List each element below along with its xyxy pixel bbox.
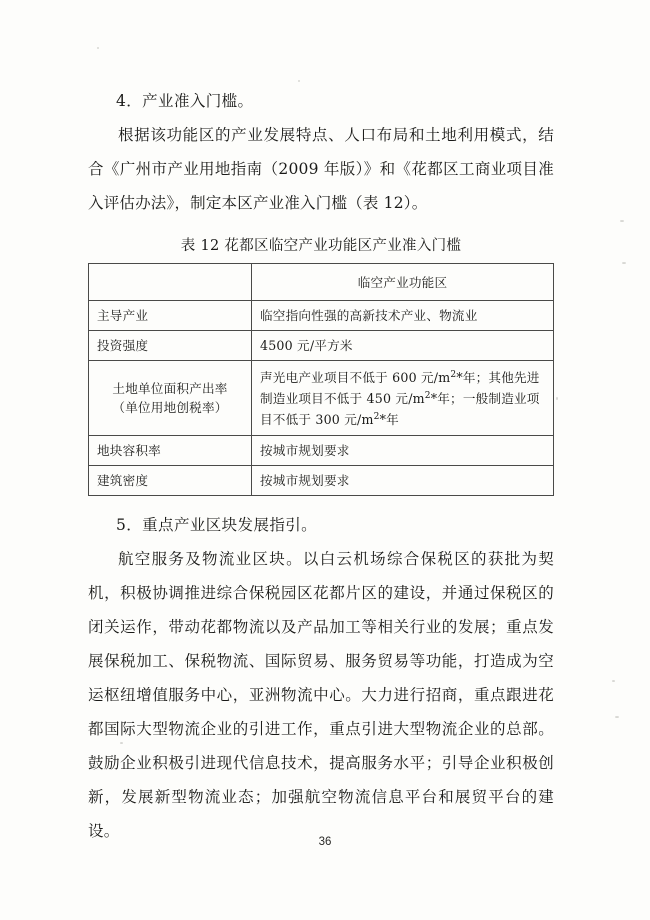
- row-value: 按城市规划要求: [252, 435, 554, 465]
- industry-threshold-table: [88, 263, 554, 496]
- section-5-heading: 5．重点产业区块发展指引。: [116, 515, 318, 534]
- table-row: [89, 301, 554, 331]
- scan-speck: [620, 220, 624, 222]
- scan-speck: [97, 47, 99, 49]
- page-content: [88, 86, 554, 848]
- scan-speck: [615, 716, 619, 718]
- row-label-line-1: 土地单位面积产出率: [112, 380, 228, 396]
- value-segment: *年；一般制造业项目不低于 300 元/m: [260, 391, 540, 428]
- table-row: [89, 361, 554, 436]
- scan-speck: [612, 680, 615, 682]
- scan-speck: [556, 397, 558, 400]
- table-caption: 表 12 花都区临空产业功能区产业准入门槛: [180, 238, 462, 254]
- row-value: 临空指向性强的高新技术产业、物流业: [252, 301, 554, 331]
- scan-speck: [622, 262, 626, 264]
- row-label-line-2: （单位用地创税率）: [112, 399, 228, 415]
- row-value: [252, 361, 554, 436]
- table-row: [89, 435, 554, 465]
- table-header-label-cell: [89, 264, 252, 301]
- row-value: 4500 元/平方米: [252, 331, 554, 361]
- row-label: 主导产业: [89, 301, 252, 331]
- section-4-heading: 4．产业准入门槛。: [116, 92, 254, 110]
- row-label: 地块容积率: [89, 435, 252, 465]
- table-header-row: [89, 264, 554, 301]
- table-row: [89, 331, 554, 361]
- row-value: 按城市规划要求: [252, 465, 554, 495]
- value-segment: *年；其他先进制造业项目不低于 450 元/m: [260, 370, 540, 407]
- table-row: [89, 465, 554, 495]
- superscript-unit: 2: [373, 412, 380, 423]
- superscript-unit: 2: [424, 391, 431, 402]
- row-label: [89, 361, 252, 436]
- value-segment: 声光电产业项目不低于 600 元/m: [260, 370, 451, 386]
- value-segment: *年: [379, 412, 399, 428]
- superscript-unit: 2: [450, 370, 457, 380]
- section-4-paragraph: 根据该功能区的产业发展特点、人口布局和土地利用模式，结合《广州市产业用地指南（2009 年版）》和《花都区工商业项目准入评估办法》，制定本区产业准入门槛（表 12）。: [88, 126, 554, 212]
- page-number: 36: [318, 836, 332, 848]
- row-label: 建筑密度: [89, 465, 252, 495]
- row-label: 投资强度: [89, 331, 252, 361]
- table-header-value-cell: 临空产业功能区: [252, 264, 554, 301]
- scan-speck: [298, 80, 300, 82]
- section-5-paragraph: 航空服务及物流业区块。以白云机场综合保税区的获批为契机，积极协调推进综合保税园区花都片区的建设，并通过保税区的闭关运作，带动花都物流以及产品加工等相关行业的发展；重点发展保税加工、保税物流、国际贸易、服务贸易等功能，打造成为空运枢纽增值服务中心，亚洲物流中心。大力进行招商，重点跟进花都国际大型物流企业的引进工作，重点引进大型物流企业的总部。鼓励企业积极引进现代信息技术，提高服务水平；引导企业积极创新，发展新型物流业态；加强航空物流信息平台和展贸平台的建设。: [88, 549, 554, 840]
